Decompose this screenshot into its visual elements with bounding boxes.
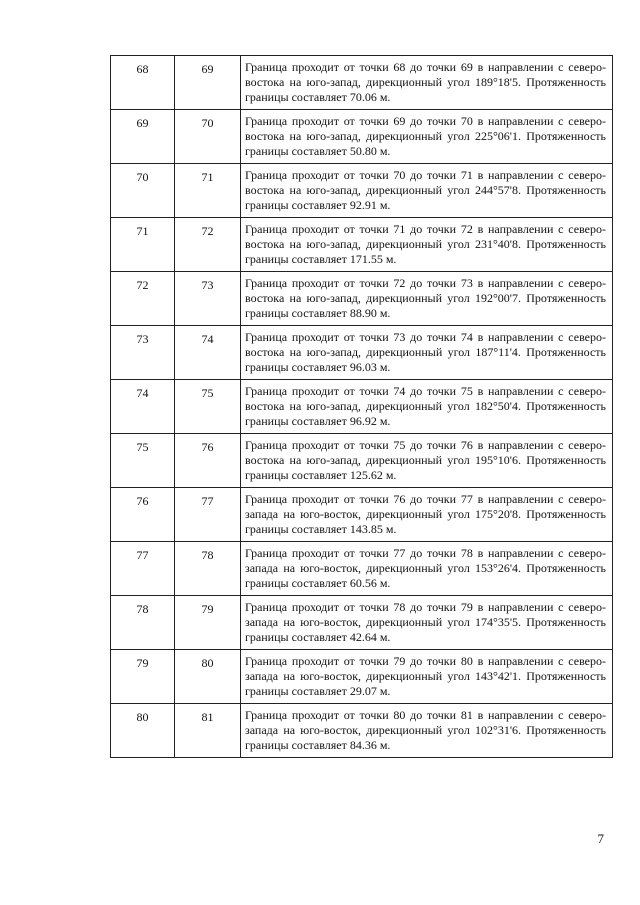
boundary-description-cell: Граница проходит от точки 77 до точки 78 в направлении с северо-запада на юго-восток, дирекционный угол 153°26'4. Протяженность границы составляет 60.56 м. [241, 542, 613, 596]
boundary-description-cell: Граница проходит от точки 78 до точки 79 в направлении с северо-запада на юго-восток, дирекционный угол 174°35'5. Протяженность границы составляет 42.64 м. [241, 596, 613, 650]
table-row [111, 326, 613, 380]
table-row [111, 272, 613, 326]
point-from-cell: 72 [111, 272, 175, 326]
point-from-cell: 73 [111, 326, 175, 380]
point-from-cell: 80 [111, 704, 175, 758]
point-from-cell: 70 [111, 164, 175, 218]
table-row [111, 434, 613, 488]
point-from-cell: 77 [111, 542, 175, 596]
point-to-cell: 72 [175, 218, 241, 272]
table-row [111, 488, 613, 542]
point-from-cell: 75 [111, 434, 175, 488]
point-to-cell: 73 [175, 272, 241, 326]
point-to-cell: 77 [175, 488, 241, 542]
point-from-cell: 78 [111, 596, 175, 650]
boundary-description-cell: Граница проходит от точки 80 до точки 81 в направлении с северо-запада на юго-восток, дирекционный угол 102°31'6. Протяженность границы составляет 84.36 м. [241, 704, 613, 758]
point-to-cell: 80 [175, 650, 241, 704]
point-from-cell: 69 [111, 110, 175, 164]
point-to-cell: 79 [175, 596, 241, 650]
boundary-table [110, 55, 613, 758]
point-to-cell: 78 [175, 542, 241, 596]
table-row [111, 380, 613, 434]
point-to-cell: 76 [175, 434, 241, 488]
boundary-description-cell: Граница проходит от точки 72 до точки 73 в направлении с северо-востока на юго-запад, дирекционный угол 192°00'7. Протяженность границы составляет 88.90 м. [241, 272, 613, 326]
point-from-cell: 76 [111, 488, 175, 542]
boundary-description-cell: Граница проходит от точки 68 до точки 69 в направлении с северо-востока на юго-запад, дирекционный угол 189°18'5. Протяженность границы составляет 70.06 м. [241, 56, 613, 110]
point-to-cell: 81 [175, 704, 241, 758]
boundary-table-body [111, 56, 613, 758]
boundary-description-cell: Граница проходит от точки 70 до точки 71 в направлении с северо-востока на юго-запад, дирекционный угол 244°57'8. Протяженность границы составляет 92.91 м. [241, 164, 613, 218]
boundary-description-cell: Граница проходит от точки 75 до точки 76 в направлении с северо-востока на юго-запад, дирекционный угол 195°10'6. Протяженность границы составляет 125.62 м. [241, 434, 613, 488]
table-row [111, 650, 613, 704]
page-number: 7 [597, 831, 604, 846]
point-from-cell: 68 [111, 56, 175, 110]
table-row [111, 110, 613, 164]
boundary-description-cell: Граница проходит от точки 74 до точки 75 в направлении с северо-востока на юго-запад, дирекционный угол 182°50'4. Протяженность границы составляет 96.92 м. [241, 380, 613, 434]
table-row [111, 56, 613, 110]
table-row [111, 542, 613, 596]
point-from-cell: 79 [111, 650, 175, 704]
point-to-cell: 71 [175, 164, 241, 218]
boundary-description-cell: Граница проходит от точки 71 до точки 72 в направлении с северо-востока на юго-запад, дирекционный угол 231°40'8. Протяженность границы составляет 171.55 м. [241, 218, 613, 272]
boundary-description-cell: Граница проходит от точки 76 до точки 77 в направлении с северо-запада на юго-восток, дирекционный угол 175°20'8. Протяженность границы составляет 143.85 м. [241, 488, 613, 542]
point-to-cell: 70 [175, 110, 241, 164]
table-row [111, 164, 613, 218]
boundary-description-cell: Граница проходит от точки 69 до точки 70 в направлении с северо-востока на юго-запад, дирекционный угол 225°06'1. Протяженность границы составляет 50.80 м. [241, 110, 613, 164]
table-row [111, 596, 613, 650]
table-row [111, 218, 613, 272]
point-to-cell: 74 [175, 326, 241, 380]
boundary-description-cell: Граница проходит от точки 79 до точки 80 в направлении с северо-запада на юго-восток, дирекционный угол 143°42'1. Протяженность границы составляет 29.07 м. [241, 650, 613, 704]
boundary-description-cell: Граница проходит от точки 73 до точки 74 в направлении с северо-востока на юго-запад, дирекционный угол 187°11'4. Протяженность границы составляет 96.03 м. [241, 326, 613, 380]
point-from-cell: 71 [111, 218, 175, 272]
point-to-cell: 69 [175, 56, 241, 110]
point-to-cell: 75 [175, 380, 241, 434]
table-row [111, 704, 613, 758]
point-from-cell: 74 [111, 380, 175, 434]
